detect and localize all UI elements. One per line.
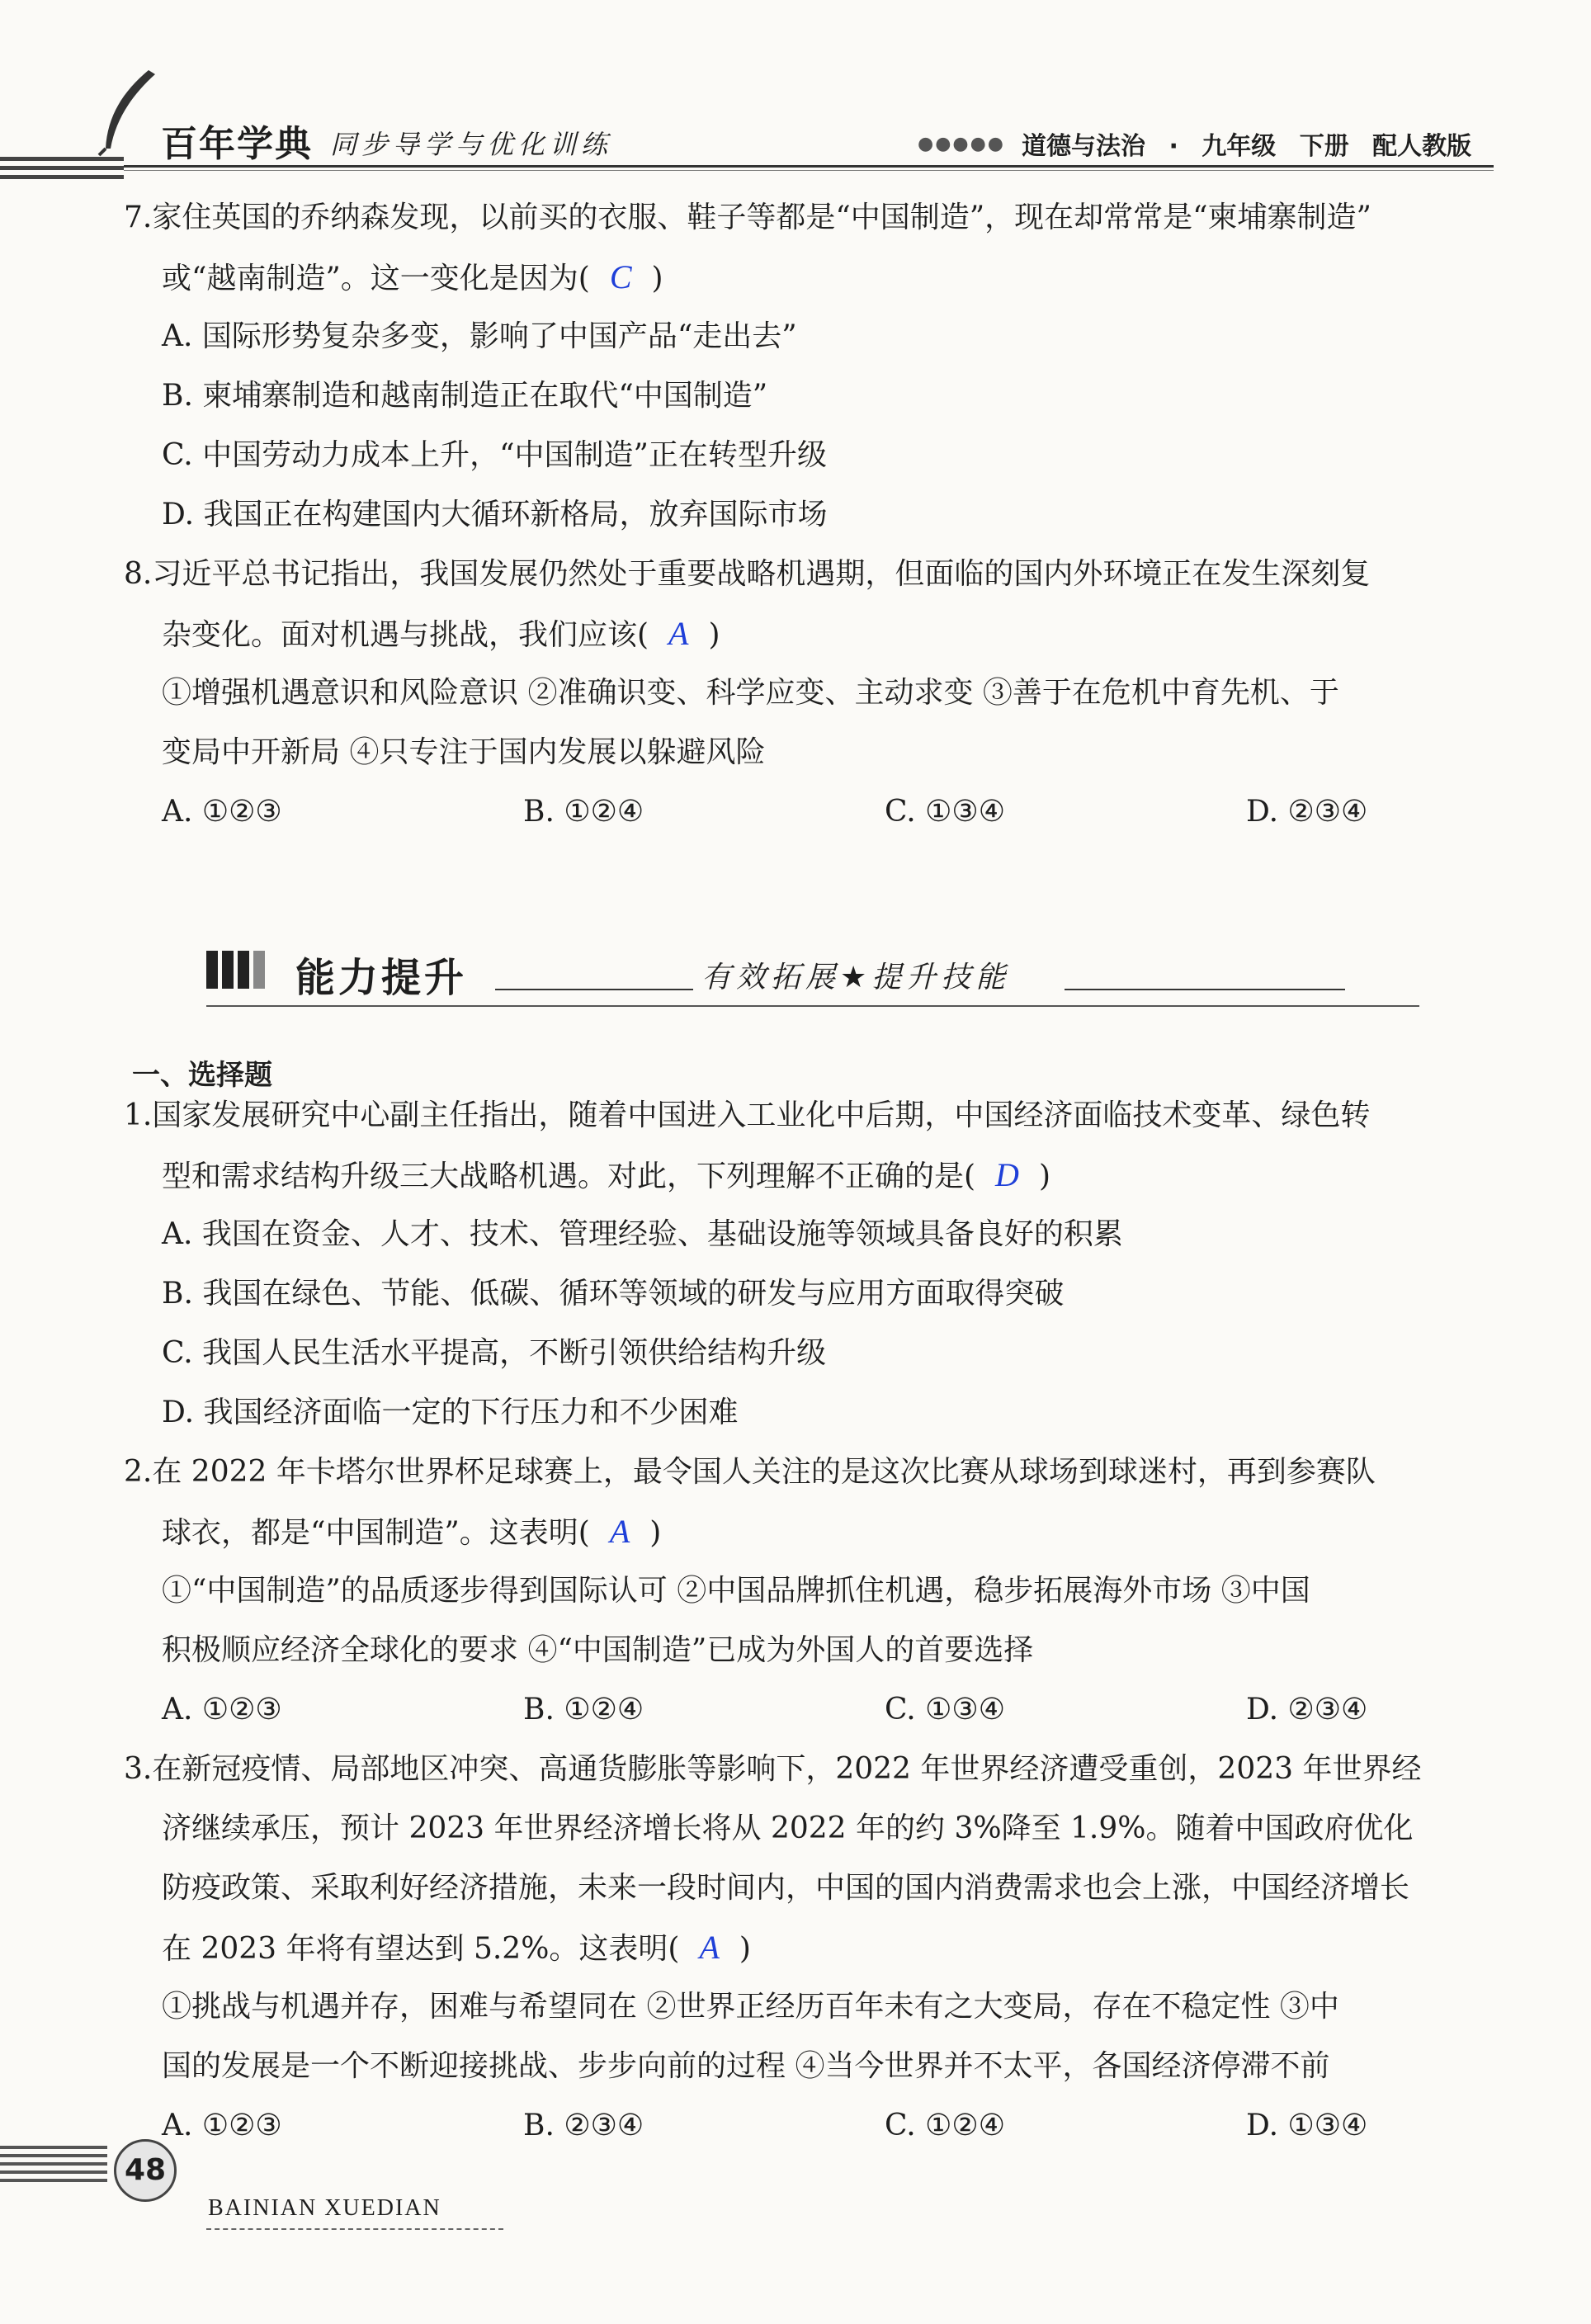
s1-answer: D [995, 1156, 1019, 1193]
q8-option-b: B. ①②④ [523, 795, 644, 829]
s2-option-a: A. ①②③ [162, 1693, 282, 1726]
q8-option-d: D. ②③④ [1246, 795, 1368, 829]
banner-line-right [1065, 989, 1345, 990]
s1-option-c: C. 我国人民生活水平提高，不断引领供给结构升级 [162, 1336, 827, 1370]
s2-option-b: B. ①②④ [523, 1693, 644, 1726]
s3-statement-1: ①挑战与机遇并存，困难与希望同在 ②世界正经历百年未有之大变局，存在不稳定性 ③中 [162, 1990, 1339, 2024]
footer-decoration [0, 2146, 107, 2187]
page-number: 48 [114, 2139, 177, 2202]
q7-line-2: 或“越南制造”。这一变化是因为( C ) [162, 258, 663, 295]
s3-option-c: C. ①②④ [885, 2109, 1005, 2142]
q8-option-c: C. ①③④ [885, 795, 1005, 829]
s1-option-d: D. 我国经济面临一定的下行压力和不少困难 [162, 1396, 739, 1429]
header-brand: 百年学典 [161, 123, 313, 165]
banner-title: 能力提升 [295, 955, 468, 1001]
s2-line-1: 2.在 2022 年卡塔尔世界杯足球赛上，最令国人关注的是这次比赛从球场到球迷村，再到参赛队 [124, 1455, 1376, 1489]
s2-option-c: C. ①③④ [885, 1693, 1005, 1726]
s3-answer: A [699, 1929, 720, 1966]
s3-line-4: 在 2023 年将有望达到 5.2%。这表明( A ) [162, 1929, 751, 1966]
q7-option-a: A. 国际形势复杂多变，影响了中国产品“走出去” [162, 319, 797, 353]
s1-line-2: 型和需求结构升级三大战略机遇。对此，下列理解不正确的是( D ) [162, 1156, 1050, 1193]
s3-statement-2: 国的发展是一个不断迎接挑战、步步向前的过程 ④当今世界并不太平，各国经济停滞不前 [162, 2049, 1330, 2083]
s2-option-d: D. ②③④ [1246, 1693, 1368, 1726]
s2-statement-1: ①“中国制造”的品质逐步得到国际认可 ②中国品牌抓住机遇，稳步拓展海外市场 ③中国 [162, 1574, 1310, 1608]
footer-rule [206, 2228, 503, 2230]
s2-answer: A [609, 1513, 630, 1550]
q7-option-c: C. 中国劳动力成本上升，“中国制造”正在转型升级 [162, 438, 827, 472]
quill-pen-icon [91, 66, 165, 157]
page-header [0, 58, 1591, 173]
q7-option-b: B. 柬埔寨制造和越南制造正在取代“中国制造” [162, 379, 768, 413]
footer-text: BAINIAN XUEDIAN [208, 2195, 441, 2221]
s2-line-2: 球衣，都是“中国制造”。这表明( A ) [162, 1513, 662, 1550]
q7-answer: C [609, 258, 632, 295]
s1-option-a: A. 我国在资金、人才、技术、管理经验、基础设施等领域具备良好的积累 [162, 1217, 1123, 1251]
header-rule-thin [124, 170, 1494, 171]
q8-statement-2: 变局中开新局 ④只专注于国内发展以躲避风险 [162, 735, 766, 769]
q8-line-2: 杂变化。面对机遇与挑战，我们应该( A ) [162, 615, 720, 652]
banner-bars [206, 951, 269, 992]
s3-option-a: A. ①②③ [162, 2109, 282, 2142]
s3-option-d: D. ①③④ [1246, 2109, 1368, 2142]
header-subtitle: 同步导学与优化训练 [330, 129, 613, 160]
header-dots: ●●●●● [918, 134, 1005, 154]
s3-line-2: 济继续承压，预计 2023 年世界经济增长将从 2022 年的约 3%降至 1.9%。随着中国政府优化 [162, 1811, 1414, 1845]
s3-line-3: 防疫政策、采取利好经济措施，未来一段时间内，中国的国内消费需求也会上涨，中国经济增长 [162, 1871, 1410, 1905]
q8-statement-1: ①增强机遇意识和风险意识 ②准确识变、科学应变、主动求变 ③善于在危机中育先机、于 [162, 676, 1339, 710]
s1-option-b: B. 我国在绿色、节能、低碳、循环等领域的研发与应用方面取得突破 [162, 1277, 1065, 1311]
q7-option-d: D. 我国正在构建国内大循环新格局，放弃国际市场 [162, 498, 828, 531]
q8-answer: A [668, 615, 689, 652]
s3-option-b: B. ②③④ [523, 2109, 644, 2142]
banner-subtitle: 有效拓展★提升技能 [693, 954, 1018, 996]
s2-statement-2: 积极顺应经济全球化的要求 ④“中国制造”已成为外国人的首要选择 [162, 1633, 1034, 1667]
q8-option-a: A. ①②③ [162, 795, 282, 829]
section-title: 一、选择题 [132, 1059, 272, 1092]
banner-underline [206, 1005, 1419, 1007]
s1-line-1: 1.国家发展研究中心副主任指出，随着中国进入工业化中后期，中国经济面临技术变革、绿色转 [124, 1098, 1371, 1132]
q8-line-1: 8.习近平总书记指出，我国发展仍然处于重要战略机遇期，但面临的国内外环境正在发生深刻复 [124, 557, 1371, 591]
q7-line-1: 7.家住英国的乔纳森发现，以前买的衣服、鞋子等都是“中国制造”，现在却常常是“柬埔寨制造” [124, 201, 1371, 234]
s3-line-1: 3.在新冠疫情、局部地区冲突、高通货膨胀等影响下，2022 年世界经济遭受重创，2023 年世界经 [124, 1752, 1422, 1786]
section-banner [206, 941, 1419, 1007]
header-rule [124, 165, 1494, 168]
header-meta: 道德与法治 · 九年级 下册 配人教版 [1022, 132, 1472, 161]
header-decoration [0, 157, 124, 206]
